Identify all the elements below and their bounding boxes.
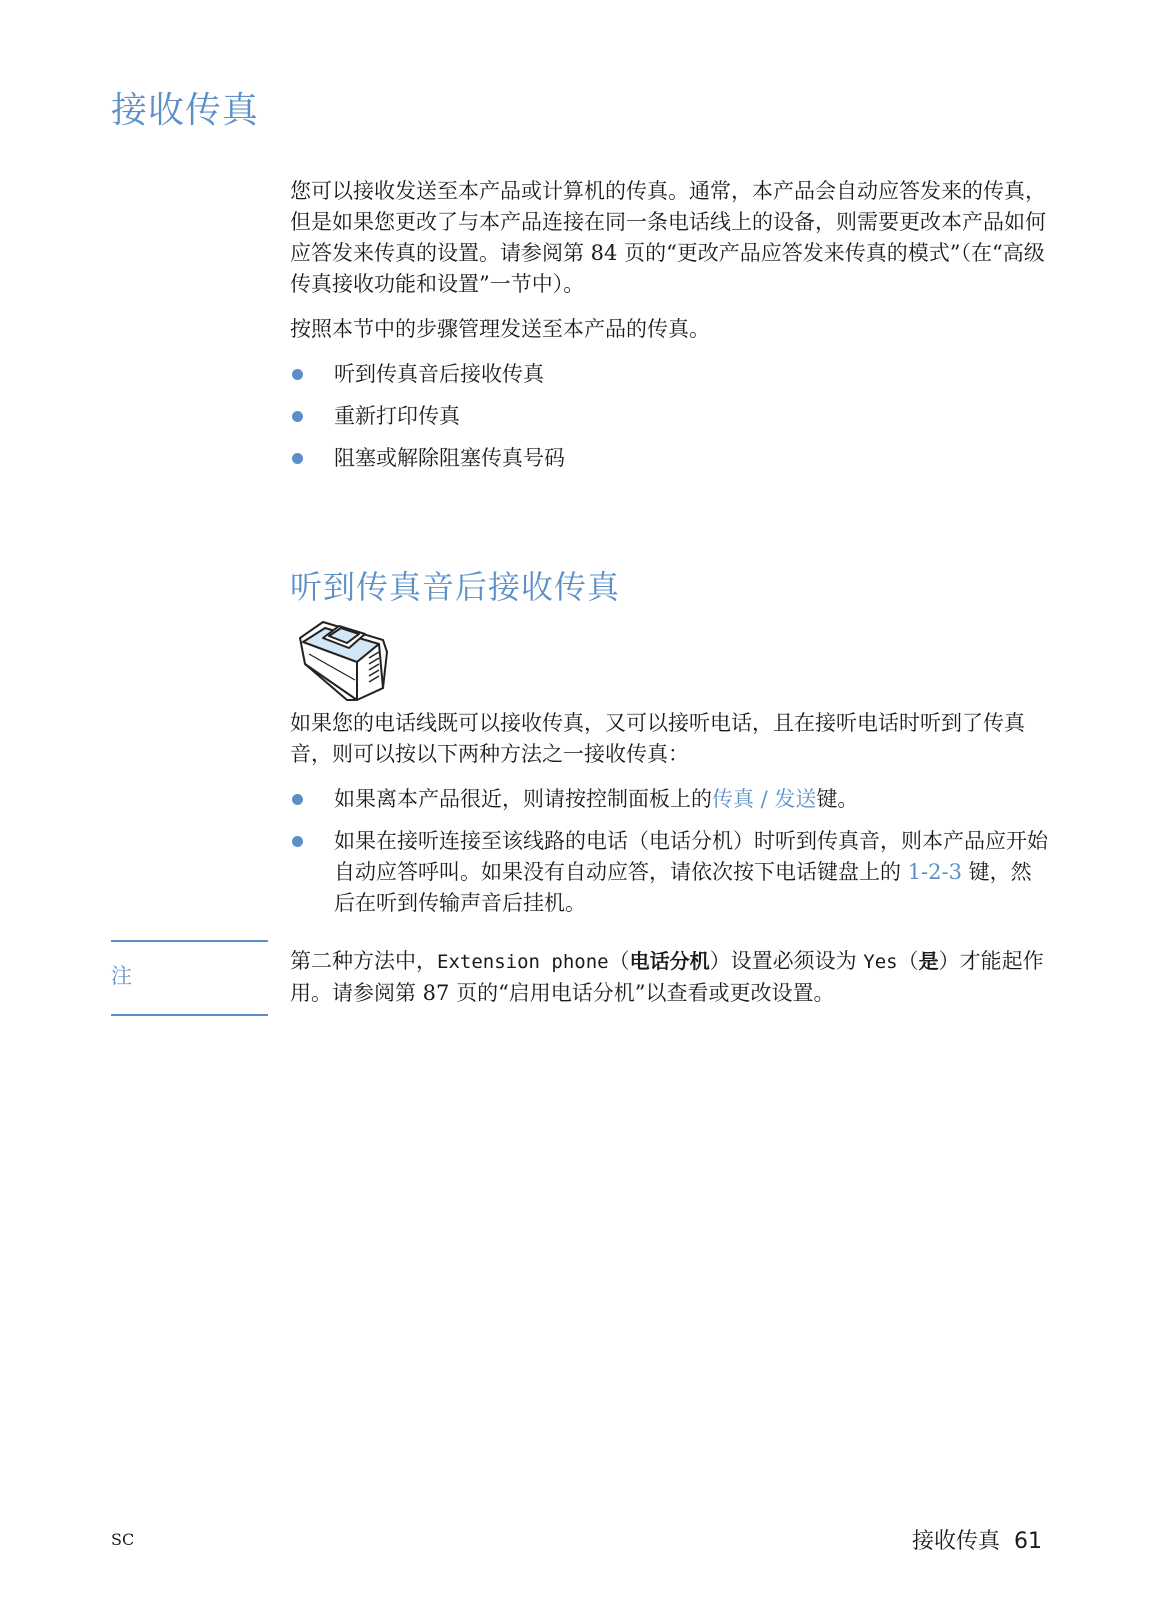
list-item xyxy=(290,784,1050,815)
note-text-part: 第二种方法中， xyxy=(290,949,437,973)
footer-language-code: SC xyxy=(111,1530,135,1549)
bullet-icon xyxy=(292,794,303,805)
setting-value-cn: 是 xyxy=(918,949,939,973)
intro-paragraph-2: 按照本节中的步骤管理发送至本产品的传真。 xyxy=(290,317,710,341)
list-item xyxy=(290,826,1050,919)
note-paren: ） xyxy=(938,949,960,973)
bullet-icon xyxy=(292,836,303,847)
note-top-rule xyxy=(111,940,268,942)
note-text-part: 设置必须设为 xyxy=(730,949,864,973)
note-text-part: 才能起作用。请参阅第 87 页的“启用电话分机”以查看或更改设置。 xyxy=(290,949,1044,1005)
setting-value-en: Yes xyxy=(863,951,898,973)
note-text xyxy=(290,946,1050,1009)
note-paren: ） xyxy=(709,949,731,973)
fax-machine-icon xyxy=(295,618,395,702)
setting-name-en: Extension phone xyxy=(437,951,609,973)
note-label: 注 xyxy=(111,964,132,988)
list-item-text: 重新打印传真 xyxy=(334,404,460,428)
intro-paragraph: 您可以接收发送至本产品或计算机的传真。通常，本产品会自动应答发来的传真，但是如果您更改了与本产品连接在同一条电话线上的设备，则需要更改本产品如何应答发来传真的设置。请参阅第 84 页的“更改产品应答发来传真的模式”（在“高级传真接收功能和设置”一节中）。 xyxy=(290,179,1046,296)
option-text: 如果离本产品很近，则请按控制面板上的 xyxy=(334,787,712,811)
option-text-end: 键。 xyxy=(816,787,859,811)
fax-send-key-label: 传真 / 发送 xyxy=(712,787,817,811)
intro-section xyxy=(290,176,1050,485)
footer-page-info xyxy=(912,1524,1042,1555)
list-item-text: 阻塞或解除阻塞传真号码 xyxy=(334,446,565,470)
option-list xyxy=(290,784,1050,919)
receive-section xyxy=(290,708,1050,930)
option-text-end: 键，然后在听到传输声音后挂机。 xyxy=(334,860,1032,915)
section-paragraph: 如果您的电话线既可以接收传真，又可以接听电话，且在接听电话时听到了传真音，则可以按以下两种方法之一接收传真： xyxy=(290,711,1025,766)
bullet-icon xyxy=(292,369,303,380)
list-item xyxy=(290,359,1050,390)
key-sequence-label: 1-2-3 xyxy=(907,860,962,884)
list-item xyxy=(290,401,1050,432)
note-paren: （ xyxy=(897,949,919,973)
list-item xyxy=(290,443,1050,474)
footer-chapter: 接收传真 xyxy=(911,1529,1000,1554)
option-text: 如果在接听连接至该线路的电话（电话分机）时听到传真音，则本产品应开始自动应答呼叫。如果没有自动应答，请依次按下电话键盘上的 xyxy=(334,829,1048,884)
note-bottom-rule xyxy=(111,1014,268,1016)
bullet-icon xyxy=(292,411,303,422)
setting-name-cn: 电话分机 xyxy=(629,949,710,973)
intro-bullet-list xyxy=(290,359,1050,474)
list-item-text: 听到传真音后接收传真 xyxy=(334,362,544,386)
page-number: 61 xyxy=(1014,1529,1042,1554)
section-heading: 听到传真音后接收传真 xyxy=(290,568,621,606)
note-body xyxy=(290,946,1050,1009)
page-title: 接收传真 xyxy=(111,90,260,131)
note-paren: （ xyxy=(608,949,630,973)
bullet-icon xyxy=(292,453,303,464)
